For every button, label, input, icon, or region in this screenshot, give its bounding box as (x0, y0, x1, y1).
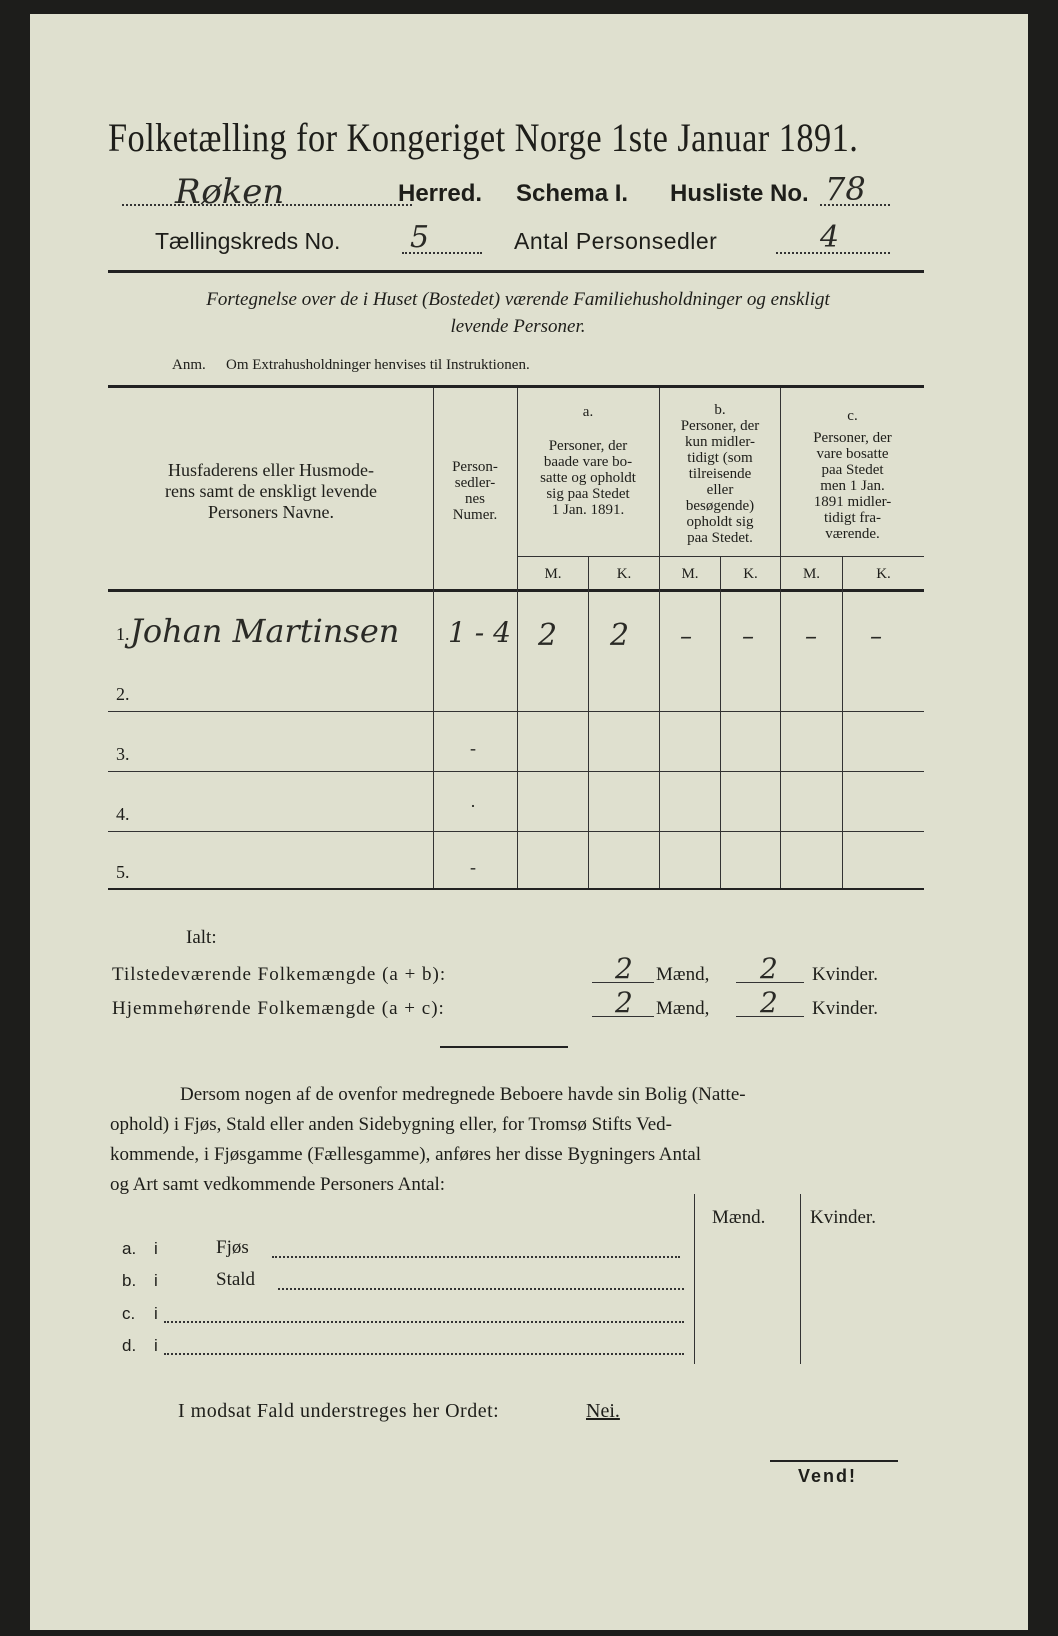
row1-name: Johan Martinsen (130, 612, 400, 650)
taellingskreds-label: Tællingskreds No. (155, 228, 341, 254)
col-num-header: Person- sedler- nes Numer. (452, 459, 498, 523)
modsat-word: Nei. (586, 1400, 620, 1422)
col-c-m: M. (802, 566, 821, 582)
husliste-value: 78 (825, 170, 866, 208)
kreds-row (30, 222, 1028, 268)
personsedler-label: Antal Personsedler (514, 228, 718, 254)
col-b-header: b. Personer, der kun midler- tidigt (som tilreisende eller besøgende) opholdt sig paa Stedet. (680, 402, 760, 546)
anm-text: Om Extrahusholdninger henvises til Instruktionen. (226, 357, 530, 373)
col-c-k: K. (876, 566, 891, 582)
census-form-page: Folketælling for Kongeriget Norge 1ste Januar 1891. Røken Herred. Schema I. Husliste No. 78 Tællingskreds No. 5 Antal Personsedler 4 Fortegnelse over de i Huset (Bostedet) værende Familiehusholdninger og enskligt levende Personer. Anm. Om Extrahusholdninger henvises til Instruktionen. Husfaderens eller Husmode- rens samt de enskligt levende Personers Navne. Person- sedler- nes Numer. a. Personer, der baade vare bo- satte og opholdt sig paa Stedet 1 Jan. 1891. b. Personer, der kun midler- tidigt (som tilreisende eller besøgende) opholdt sig paa Stedet. c. Personer, der vare bosatte paa Stedet men 1 Jan. 1891 midler- tidigt fra- værende. M. K. M. K. M. K. 1. Johan Martinsen 1 - 4 2 2 – – – – 2. 3. - 4. · 5. - Ialt: Tilstedeværende Folkemængde (a + b): 2 Mænd, 2 Kvinder. Hjemmehørende Folkemængde (a + c): 2 Mænd, 2 Kvinder. Dersom nogen af de ovenfor medregnede Beboere havde sin Bolig (Natte- ophold) i Fjøs, Stald eller anden Sidebygning eller, for Tromsø Stifts Ved- kommende, i Fjøsgamme (Fællesgamme), anføres her disse Bygningers Antal og Art samt vedkommende Personers Antal: Mænd. Kvinder. a. i Fjøs b. i Stald c. i d. i I modsat Fald understreges her Ordet: Nei. Vend! (30, 14, 1028, 1630)
col-c-header: c. Personer, der vare bosatte paa Stedet men 1 Jan. 1891 midler- tidigt fra- værende. (813, 408, 892, 542)
ialt-label: Ialt: (186, 927, 217, 948)
taellingskreds-value: 5 (410, 220, 430, 255)
herred-label: Herred. (398, 180, 483, 207)
intro-line2: levende Personer. (450, 316, 586, 337)
col-b-k: K. (743, 566, 758, 582)
herred-value: Røken (175, 172, 285, 212)
vend-label: Vend! (798, 1466, 858, 1486)
anm-label: Anm. (172, 357, 206, 373)
husliste-label: Husliste No. (670, 180, 809, 207)
form-title: Folketælling for Kongeriget Norge 1ste Januar 1891. (108, 115, 859, 160)
col-b-m: M. (681, 566, 699, 582)
paragraph: Dersom nogen af de ovenfor medregnede Beboere havde sin Bolig (Natte- ophold) i Fjøs, Stald eller anden Sidebygning eller, for Tromsø Stifts Ved- kommende, i Fjøsgamme (Fællesgamme), anføres her disse Bygningers Antal og Art samt vedkommende Personers Antal: (110, 1084, 746, 1195)
header-row (30, 170, 1028, 222)
modsat-text: I modsat Fald understreges her Ordet: (178, 1400, 500, 1422)
col-a-header: a. Personer, der baade vare bo- satte og opholdt sig paa Stedet 1 Jan. 1891. (540, 404, 636, 518)
col-a-m: M. (544, 566, 562, 582)
intro-line1: Fortegnelse over de i Huset (Bostedet) værende Familiehusholdninger og enskligt (206, 289, 830, 310)
col-a-k: K. (616, 566, 632, 582)
schema-label: Schema I. (516, 180, 629, 207)
personsedler-value: 4 (820, 220, 840, 255)
col-name-header: Husfaderens eller Husmode- rens samt de enskligt levende Personers Navne. (165, 460, 377, 522)
